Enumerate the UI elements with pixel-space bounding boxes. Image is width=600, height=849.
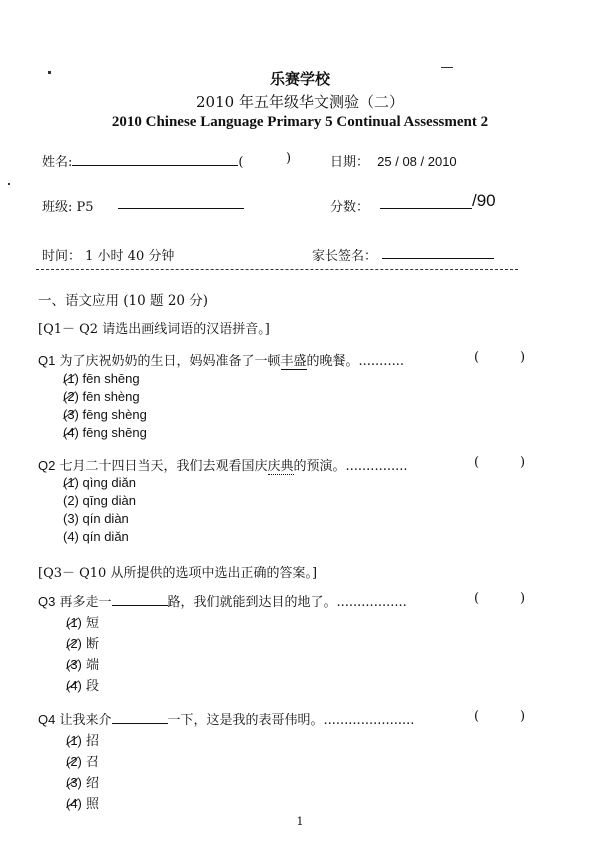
option-number: (1) [63, 371, 79, 386]
question-q3 [38, 591, 407, 610]
scan-speck [8, 183, 10, 185]
section-title: 一、语文应用 (10 题 20 分) [38, 293, 209, 309]
page-number: 1 [296, 815, 304, 828]
instruction-q1-q2: [Q1－ Q2 请选出画线词语的汉语拼音。] [38, 322, 270, 337]
date-label: 日期： [330, 155, 370, 170]
score-label: 分数： [330, 200, 370, 215]
option-text: 绍 [86, 776, 100, 791]
instruction-q3-q10: [Q3－ Q10 从所提供的选项中选出正确的答案。] [38, 566, 318, 581]
question-number: Q1 [38, 353, 56, 368]
option-text: fēn shèng [82, 389, 140, 404]
option-text: fēn shēng [82, 371, 140, 386]
question-text: 七月二十四日当天，我们去观看国庆 [59, 459, 268, 474]
question-text-end: 的晚餐。........... [306, 354, 404, 369]
answer-paren-close: ) [520, 709, 526, 724]
test-title-english: 2010 Chinese Language Primary 5 Continual Assessment 2 [111, 114, 489, 130]
divider [36, 269, 518, 270]
underlined-word: 丰盛 [280, 354, 307, 369]
class-blank[interactable] [118, 208, 244, 209]
option-number: (4) [66, 796, 82, 811]
option-text: 短 [86, 616, 100, 631]
option-number: (1) [63, 475, 79, 490]
option-q1-1[interactable] [63, 371, 140, 386]
answer-paren-open: ( [474, 455, 480, 470]
parent-sign-blank[interactable] [382, 258, 494, 259]
option-q4-4[interactable] [66, 793, 99, 812]
answer-paren-open: ( [474, 350, 480, 365]
option-q1-2[interactable] [63, 389, 140, 404]
option-number: (3) [63, 407, 79, 422]
option-q2-1[interactable] [63, 475, 136, 490]
option-text: 端 [86, 658, 100, 673]
answer-blank [112, 594, 168, 606]
option-text: qìng diǎn [82, 475, 137, 490]
option-number: (1) [66, 615, 82, 630]
name-label: 姓名: [42, 155, 73, 170]
answer-paren-close: ) [520, 455, 526, 470]
answer-paren-close: ) [520, 591, 526, 606]
option-q2-2[interactable] [63, 493, 136, 508]
option-q3-2[interactable] [66, 633, 99, 652]
option-q3-1[interactable] [66, 612, 99, 631]
option-number: (1) [66, 733, 82, 748]
option-text: 招 [86, 734, 100, 749]
option-q4-1[interactable] [66, 730, 99, 749]
option-number: (2) [63, 493, 79, 508]
class-number-paren-close: ) [286, 151, 292, 166]
question-q4 [38, 709, 414, 728]
underlined-word: 庆典 [267, 459, 294, 474]
question-text: 让我来介 [59, 713, 112, 728]
question-text-end: 一下，这是我的表哥伟明。...................... [167, 713, 415, 728]
score-blank[interactable] [380, 208, 472, 209]
question-q2 [38, 455, 408, 474]
answer-blank [112, 712, 168, 724]
option-text: qín diǎn [82, 529, 129, 544]
class-label: 班级: P5 [42, 200, 94, 215]
name-blank[interactable] [72, 151, 238, 166]
option-number: (3) [66, 775, 82, 790]
answer-paren-open: ( [474, 709, 480, 724]
option-q2-3[interactable] [63, 511, 129, 526]
test-title-chinese: 2010 年五年级华文测验（二） [196, 93, 404, 111]
option-text: fēng shēng [82, 425, 147, 440]
question-text-end: 路，我们就能到达目的地了。................. [167, 595, 407, 610]
option-text: 断 [86, 637, 100, 652]
option-q1-4[interactable] [63, 425, 147, 440]
option-number: (4) [66, 678, 82, 693]
option-text: 召 [86, 755, 100, 770]
option-number: (2) [66, 754, 82, 769]
option-number: (2) [63, 389, 79, 404]
name-row [42, 151, 243, 170]
option-text: qīng diàn [82, 493, 137, 508]
paren-open: ( [238, 155, 244, 170]
question-number: Q2 [38, 458, 56, 473]
date-row [330, 151, 457, 170]
option-q4-3[interactable] [66, 772, 99, 791]
option-text: qín diàn [82, 511, 129, 526]
option-q1-3[interactable] [63, 407, 147, 422]
question-q1 [38, 350, 404, 369]
option-number: (2) [66, 636, 82, 651]
question-text: 再多走一 [59, 595, 112, 610]
option-q3-3[interactable] [66, 654, 99, 673]
answer-paren-open: ( [474, 591, 480, 606]
question-text-end: 的预演。............... [293, 459, 408, 474]
option-number: (4) [63, 529, 79, 544]
option-q2-4[interactable] [63, 529, 129, 544]
option-q4-2[interactable] [66, 751, 99, 770]
option-q3-4[interactable] [66, 675, 99, 694]
question-number: Q4 [38, 712, 56, 727]
score-total: /90 [472, 191, 496, 210]
question-number: Q3 [38, 594, 56, 609]
question-text: 为了庆祝奶奶的生日，妈妈准备了一顿 [59, 354, 281, 369]
option-number: (3) [63, 511, 79, 526]
date-value: 25 / 08 / 2010 [377, 154, 457, 169]
school-name: 乐赛学校 [269, 70, 330, 88]
parent-sign-label: 家长签名： [312, 249, 378, 264]
option-text: fēng shèng [82, 407, 147, 422]
option-text: 段 [86, 679, 100, 694]
option-text: 照 [86, 797, 100, 812]
option-number: (3) [66, 657, 82, 672]
option-number: (4) [63, 425, 79, 440]
time-label: 时间： 1 小时 40 分钟 [42, 249, 175, 264]
answer-paren-close: ) [520, 350, 526, 365]
